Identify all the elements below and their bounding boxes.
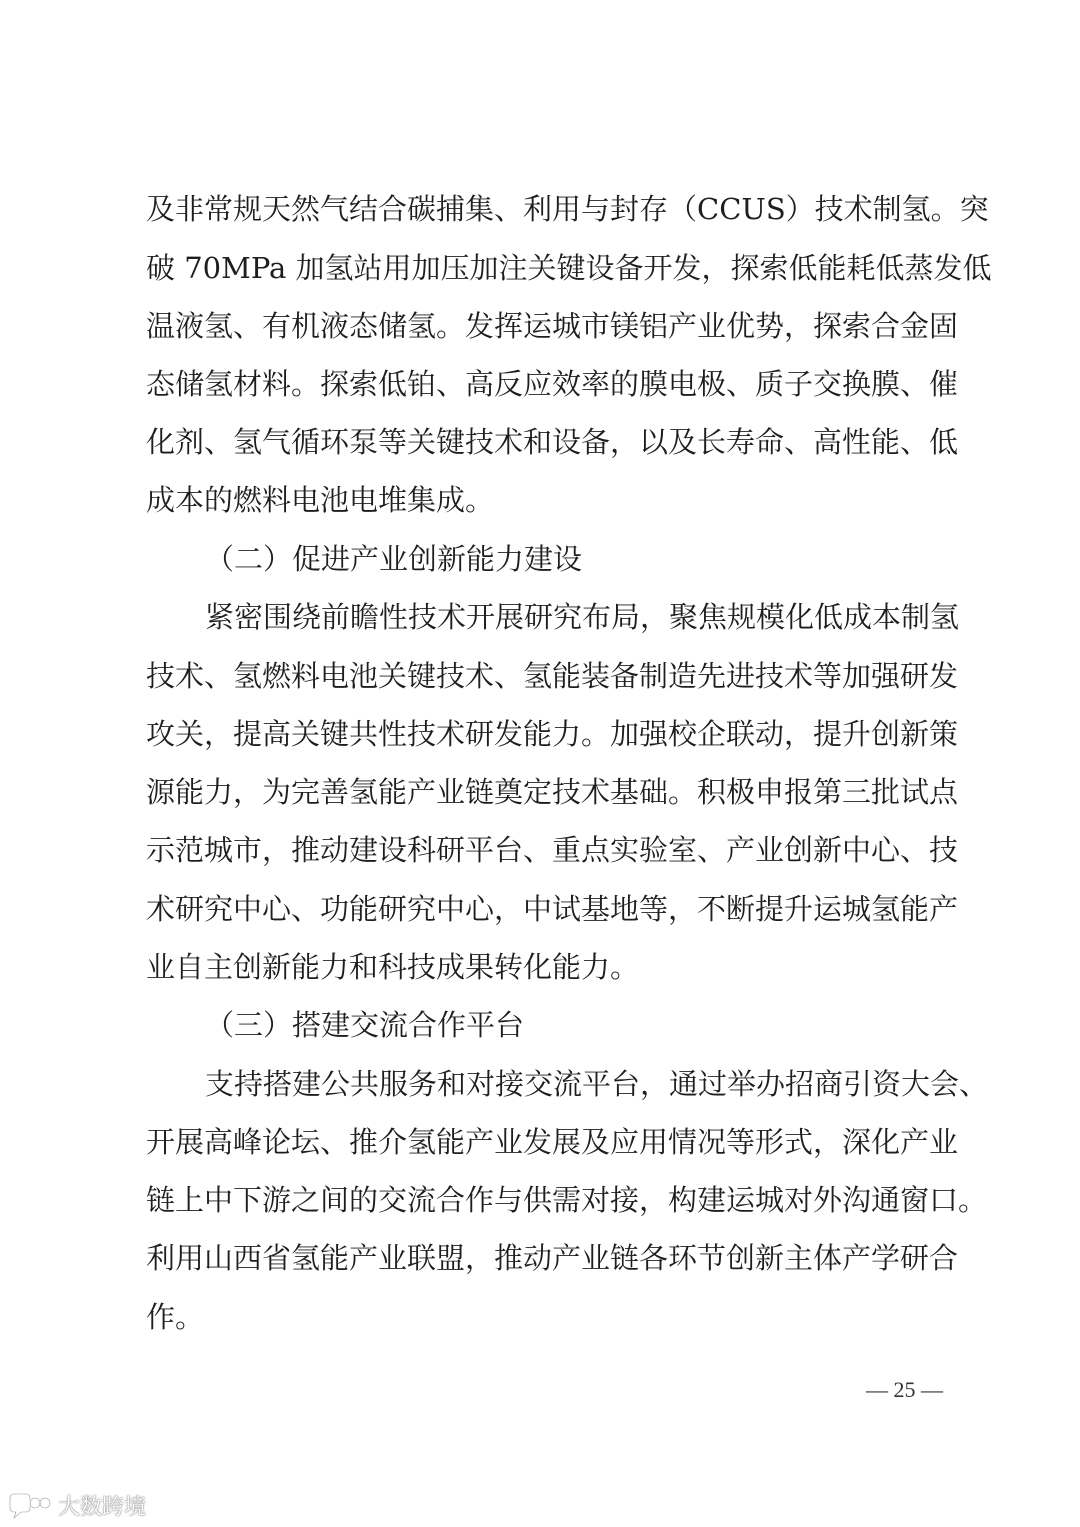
paragraph-line: 及非常规天然气结合碳捕集、利用与封存（CCUS）技术制氢。突 (146, 192, 989, 226)
paragraph-line: 源能力，为完善氢能产业链奠定技术基础。积极申报第三批试点 (146, 775, 959, 809)
paragraph-line: 示范城市，推动建设科研平台、重点实验室、产业创新中心、技 (146, 833, 959, 867)
paragraph-line: 化剂、氢气循环泵等关键技术和设备，以及长寿命、高性能、低 (146, 425, 959, 459)
paragraph-line: 链上中下游之间的交流合作与供需对接，构建运城对外沟通窗口。 (146, 1183, 988, 1217)
section-heading: （二）促进产业创新能力建设 (205, 542, 583, 576)
paragraph-line: 利用山西省氢能产业联盟，推动产业链各环节创新主体产学研合 (146, 1241, 959, 1275)
paragraph-line: 开展高峰论坛、推介氢能产业发展及应用情况等形式，深化产业 (146, 1125, 959, 1159)
paragraph-line: 成本的燃料电池电堆集成。 (146, 483, 495, 517)
watermark-text: 大数跨境 (58, 1494, 147, 1520)
paragraph-line: 支持搭建公共服务和对接交流平台，通过举办招商引资大会、 (205, 1067, 989, 1101)
paragraph-line: 作。 (146, 1300, 205, 1334)
paragraph-line: 术研究中心、功能研究中心，中试基地等，不断提升运城氢能产 (146, 892, 959, 926)
paragraph-line: 态储氢材料。探索低铂、高反应效率的膜电极、质子交换膜、催 (146, 367, 959, 401)
section-heading: （三）搭建交流合作平台 (205, 1008, 525, 1042)
paragraph-line: 紧密围绕前瞻性技术开展研究布局，聚焦规模化低成本制氢 (205, 600, 960, 634)
paragraph-line: 温液氢、有机液态储氢。发挥运城市镁铝产业优势，探索合金固 (146, 309, 959, 343)
paragraph-line: 破 70MPa 加氢站用加压加注关键设备开发，探索低能耗低蒸发低 (146, 251, 992, 285)
paragraph-line: 业自主创新能力和科技成果转化能力。 (146, 950, 640, 984)
page-number: — 25 — (866, 1377, 943, 1402)
speech-bubble-logo-icon (8, 1490, 52, 1520)
watermark (8, 1488, 146, 1522)
paragraph-line: 攻关，提高关键共性技术研发能力。加强校企联动，提升创新策 (146, 717, 959, 751)
paragraph-line: 技术、氢燃料电池关键技术、氢能装备制造先进技术等加强研发 (146, 659, 959, 693)
